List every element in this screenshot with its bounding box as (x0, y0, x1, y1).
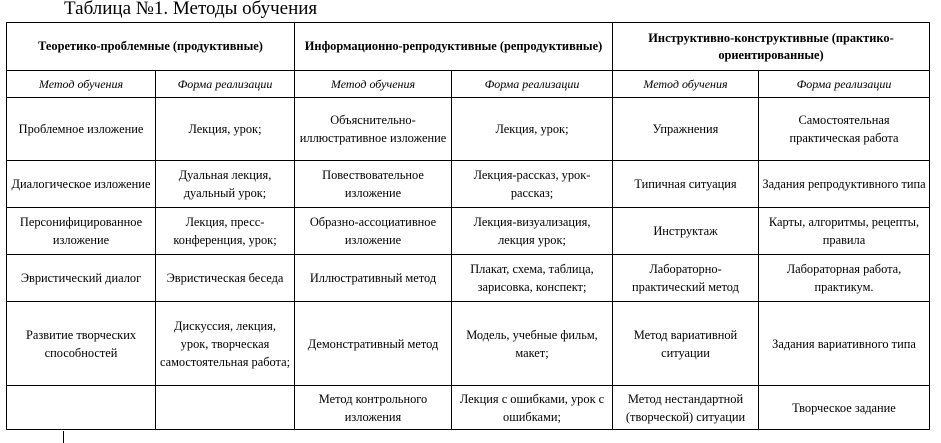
table-cell: Плакат, схема, таблица, зарисовка, конспект; (452, 255, 613, 302)
table-cell (7, 386, 156, 430)
group-header-informational: Информационно-репродуктивные (репродуктивные) (295, 23, 613, 71)
table-cell: Лекция, пресс-конференция, урок; (156, 208, 295, 255)
table-cell: Лекция, урок; (452, 98, 613, 161)
subheader-method: Метод обучения (295, 71, 452, 98)
table-cell: Инструктаж (613, 208, 759, 255)
table-cell: Проблемное изложение (7, 98, 156, 161)
table-row (7, 208, 930, 255)
subheader-form: Форма реализации (156, 71, 295, 98)
subheader-method: Метод обучения (7, 71, 156, 98)
table-cell: Типичная ситуация (613, 161, 759, 208)
table-row (7, 255, 930, 302)
table-row (7, 161, 930, 208)
table-cell: Модель, учебные фильм, макет; (452, 302, 613, 386)
table-cell: Лабораторная работа, практикум. (759, 255, 930, 302)
table-cell: Дискуссия, лекция, урок, творческая самостоятельная работа; (156, 302, 295, 386)
group-header-instructive: Инструктивно-конструктивные (практико-ориентированные) (613, 23, 930, 71)
table-cell: Эвристический диалог (7, 255, 156, 302)
subheader-form: Форма реализации (452, 71, 613, 98)
table-cell: Повествовательное изложение (295, 161, 452, 208)
subheader-method: Метод обучения (613, 71, 759, 98)
table-cell: Персонифицированное изложение (7, 208, 156, 255)
table-cell: Эвристическая беседа (156, 255, 295, 302)
table-cell: Иллюстративный метод (295, 255, 452, 302)
table-cell: Дуальная лекция, дуальный урок; (156, 161, 295, 208)
table-cell: Метод вариативной ситуации (613, 302, 759, 386)
teaching-methods-table (6, 22, 930, 430)
table-cell (156, 386, 295, 430)
table-cell: Лекция-рассказ, урок-рассказ; (452, 161, 613, 208)
table-row (7, 386, 930, 430)
table-row (7, 98, 930, 161)
table-row (7, 302, 930, 386)
table-cell: Задания репродуктивного типа (759, 161, 930, 208)
table-cell: Задания вариативного типа (759, 302, 930, 386)
group-header-row (7, 23, 930, 71)
table-cell: Лекция-визуализация, лекция урок; (452, 208, 613, 255)
table-cell: Лекция с ошибками, урок с ошибками; (452, 386, 613, 430)
table-caption: Таблица №1. Методы обучения (64, 0, 318, 19)
table-cell: Метод контрольного изложения (295, 386, 452, 430)
table-cell: Диалогическое изложение (7, 161, 156, 208)
table-cell: Упражнения (613, 98, 759, 161)
table-cell: Лабораторно-практический метод (613, 255, 759, 302)
table-cell: Карты, алгоритмы, рецепты, правила (759, 208, 930, 255)
table-cell: Развитие творческих способностей (7, 302, 156, 386)
text-cursor (63, 431, 64, 443)
table-cell: Демонстративный метод (295, 302, 452, 386)
table-cell: Самостоятельная практическая работа (759, 98, 930, 161)
table-cell: Метод нестандартной (творческой) ситуации (613, 386, 759, 430)
table-cell: Лекция, урок; (156, 98, 295, 161)
table-cell: Объяснительно-иллюстративное изложение (295, 98, 452, 161)
table-cell: Образно-ассоциативное изложение (295, 208, 452, 255)
table-cell: Творческое задание (759, 386, 930, 430)
subheader-form: Форма реализации (759, 71, 930, 98)
subheader-row (7, 71, 930, 98)
group-header-theoretical: Теоретико-проблемные (продуктивные) (7, 23, 295, 71)
